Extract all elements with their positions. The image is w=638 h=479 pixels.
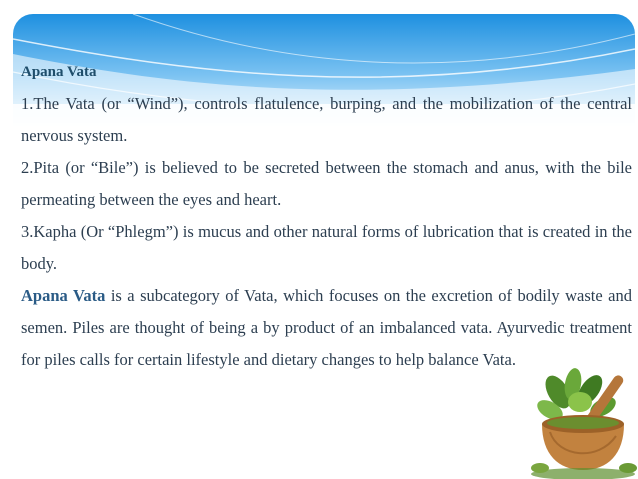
- point-3: 3.Kapha (Or “Phlegm”) is mucus and other natural forms of lubrication that is created in the body.: [21, 222, 632, 273]
- summary-text: is a subcategory of Vata, which focuses on the excretion of bodily waste and semen. Piles are thought of being a by product of an imbalanced vata. Ayurvedic treatment for piles calls for certain lifestyle and dietary changes to help balance Vata.: [21, 286, 632, 369]
- point-2: 2.Pita (or “Bile”) is believed to be secreted between the stomach and anus, with the bile permeating between the eyes and heart.: [21, 158, 632, 209]
- summary-term: Apana Vata: [21, 286, 106, 305]
- slide-title: Apana Vata: [21, 64, 97, 80]
- herbs-illustration: [528, 362, 638, 479]
- mortar-and-pestle-herbs-image: [528, 362, 638, 479]
- point-1: 1.The Vata (or “Wind”), controls flatulence, burping, and the mobilization of the central nervous system.: [21, 94, 632, 145]
- slide-body: [21, 56, 632, 376]
